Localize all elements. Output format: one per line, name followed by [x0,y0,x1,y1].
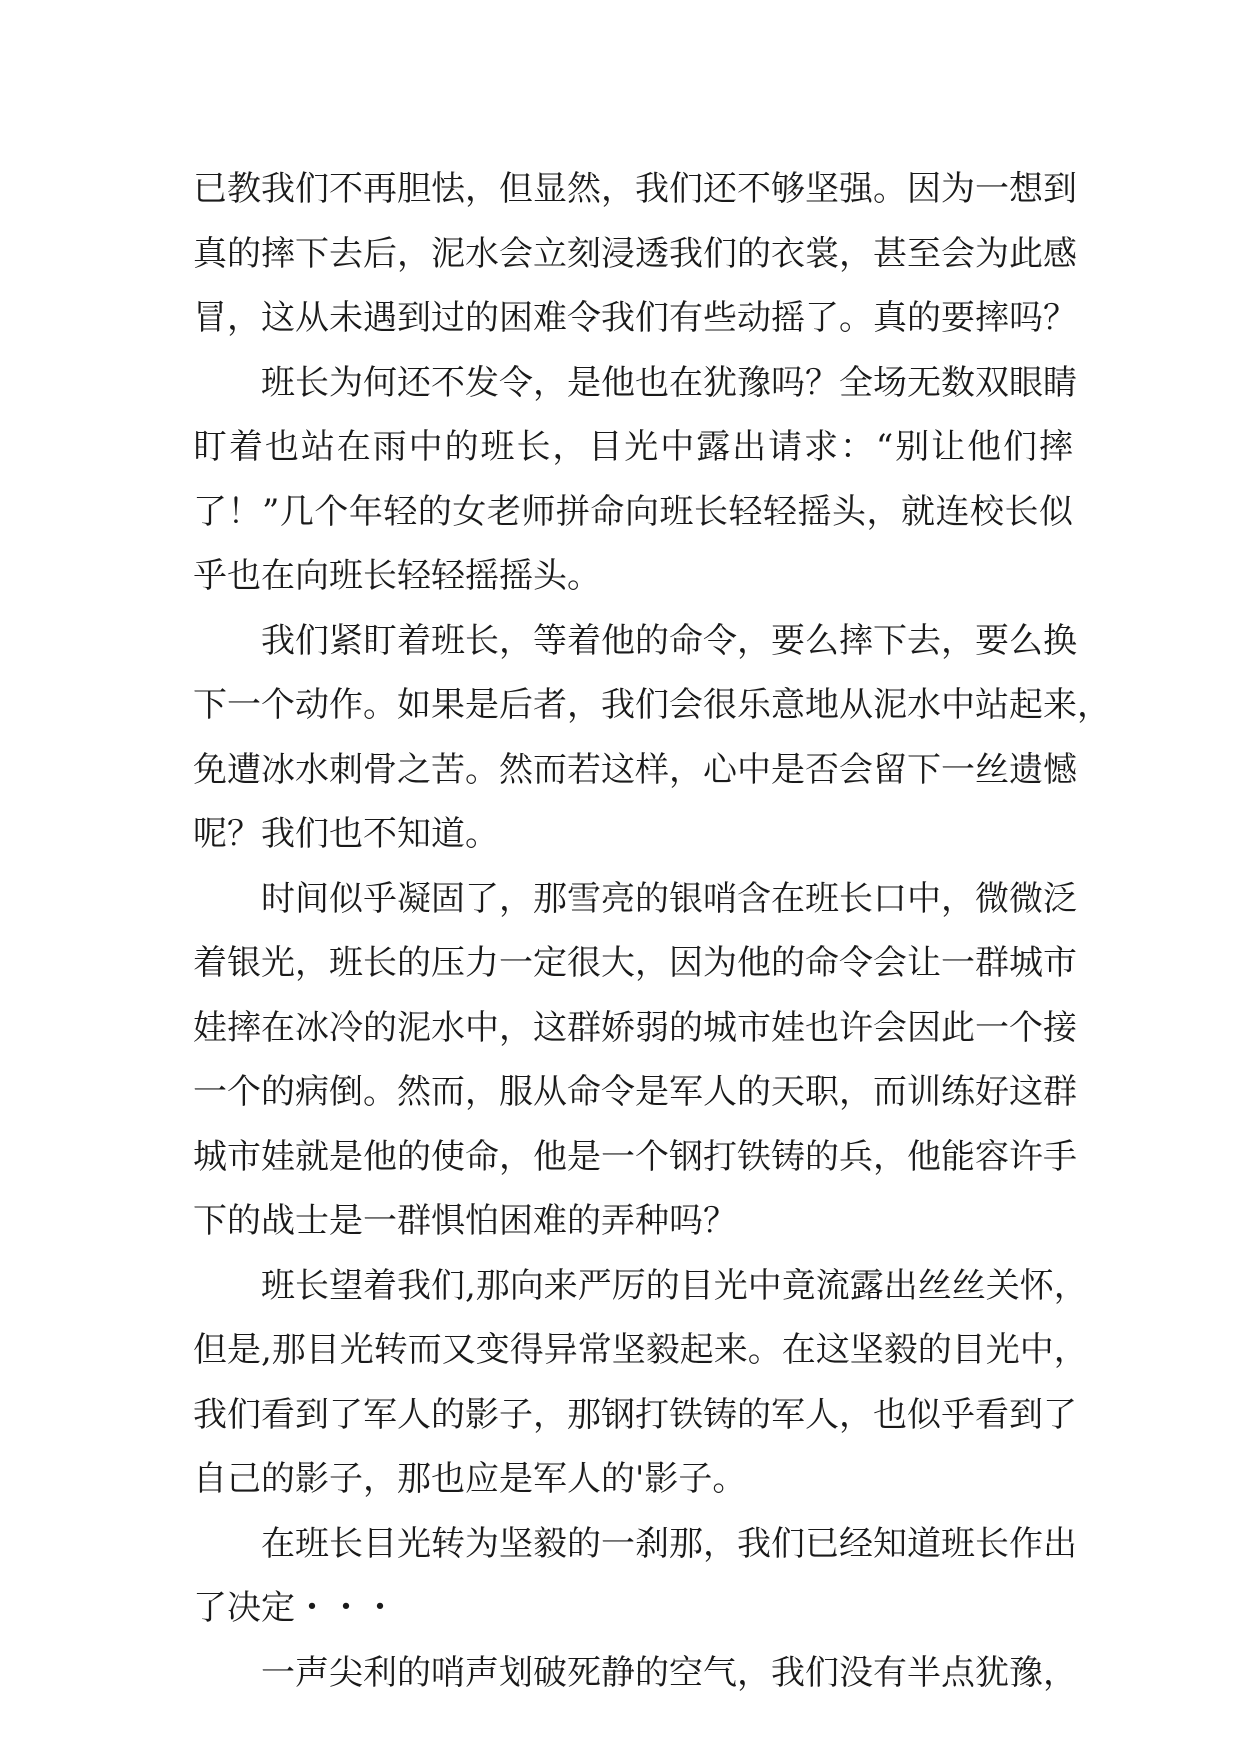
paragraph-first-line: 时间似乎凝固了，那雪亮的银哨含在班长口中，微微泛 [261,878,1077,919]
paragraph-first-line: 我们紧盯着班长，等着他的命令，要么摔下去，要么换 [261,620,1077,661]
text-line: 免遭冰水刺骨之苦。然而若这样，心中是否会留下一丝遗憾 [193,749,1077,790]
paragraph-first-line: 班长为何还不发令，是他也在犹豫吗？全场无数双眼睛 [261,362,1077,403]
paragraph-first-line: 班长望着我们,那向来严厉的目光中竟流露出丝丝关怀， [261,1265,1088,1306]
text-line: 娃摔在冰冷的泥水中，这群娇弱的城市娃也许会因此一个接 [193,1007,1077,1048]
text-line: 冒，这从未遇到过的困难令我们有些动摇了。真的要摔吗？ [193,298,1077,338]
text-line: 已教我们不再胆怯，但显然，我们还不够坚强。因为一想到 [193,169,1077,209]
text-line: 了决定・・・ [193,1588,397,1628]
text-line: 盯着也站在雨中的班长，目光中露出请求：“别让他们摔 [193,427,1073,467]
text-line: 了！”几个年轻的女老师拼命向班长轻轻摇头，就连校长似 [193,491,1073,532]
text-line: 一个的病倒。然而，服从命令是军人的天职，而训练好这群 [193,1072,1077,1112]
text-line: 下的战士是一群惧怕困难的弄种吗？ [193,1201,737,1241]
text-line: 城市娃就是他的使命，他是一个钢打铁铸的兵，他能容许手 [193,1136,1077,1177]
text-line: 自己的影子，那也应是军人的'影子。 [193,1459,747,1499]
text-line: 下一个动作。如果是后者，我们会很乐意地从泥水中站起来， [193,685,1111,725]
text-line: 真的摔下去后，泥水会立刻浸透我们的衣裳，甚至会为此感 [193,233,1077,274]
text-line: 我们看到了军人的影子，那钢打铁铸的军人，也似乎看到了 [193,1394,1077,1435]
paragraph-first-line: 在班长目光转为坚毅的一刹那，我们已经知道班长作出 [261,1523,1077,1564]
text-line: 着银光，班长的压力一定很大，因为他的命令会让一群城市 [193,943,1077,983]
text-line: 但是,那目光转而又变得异常坚毅起来。在这坚毅的目光中， [193,1330,1088,1370]
paragraph-first-line: 一声尖利的哨声划破死静的空气，我们没有半点犹豫， [261,1652,1077,1693]
text-line: 乎也在向班长轻轻摇摇头。 [193,556,601,596]
body-text [193,157,1111,1705]
text-line: 呢？我们也不知道。 [193,814,499,854]
